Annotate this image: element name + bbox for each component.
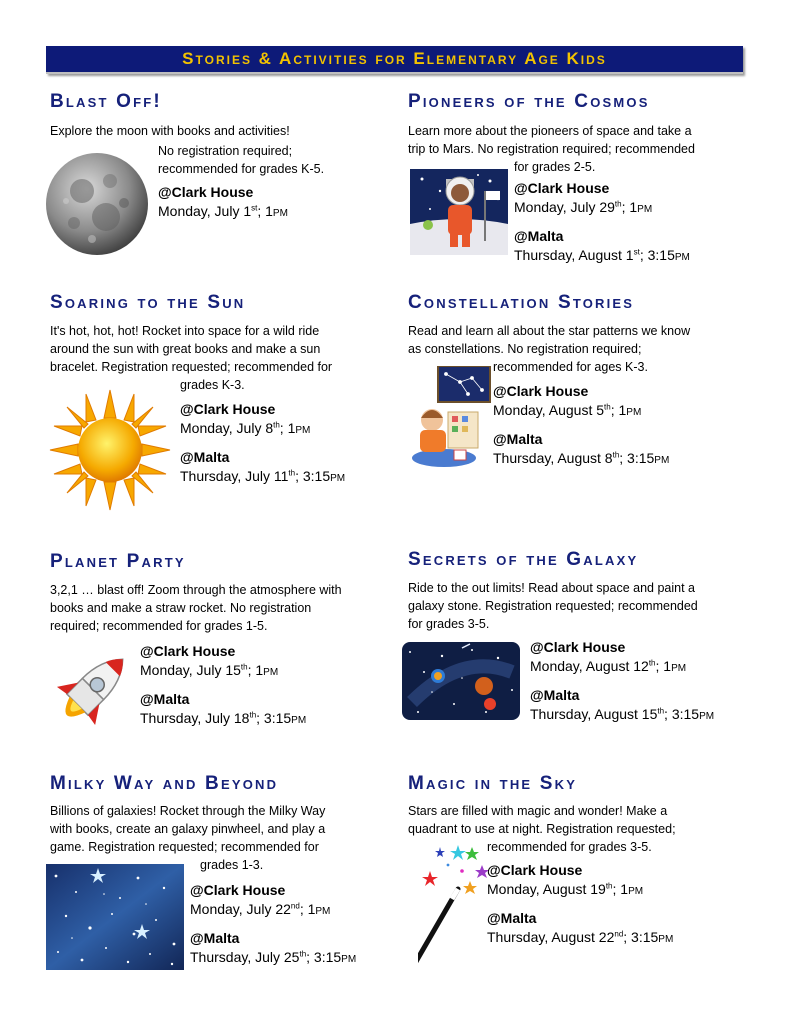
- session-place: @Malta: [514, 228, 564, 244]
- page-banner: [46, 46, 743, 74]
- session-date: Thursday, July 18th; 3:15pm: [140, 710, 307, 726]
- session-date: Monday, August 5th; 1pm: [493, 402, 642, 418]
- event-description: Billions of galaxies! Rocket through the Milky Way with books, create an galaxy pinwheel, and play a game. Registration requested; recommended for grades 1-3.: [50, 804, 326, 872]
- session-place: @Clark House: [158, 184, 254, 200]
- session-date: Monday, July 8th; 1pm: [180, 420, 311, 436]
- session-place: @Clark House: [487, 862, 583, 878]
- event-title: Secrets of the Galaxy: [408, 549, 639, 570]
- sun-icon: [48, 388, 172, 517]
- event-sessions: [487, 861, 673, 947]
- session-date: Monday, July 1st; 1pm: [158, 203, 288, 219]
- event-pioneers-of-the-cosmos: [408, 91, 748, 271]
- session-date: Monday, July 29th; 1pm: [514, 199, 653, 215]
- session-place: @Clark House: [530, 639, 626, 655]
- session-date: Thursday, July 11th; 3:15pm: [180, 468, 346, 484]
- session-date: Thursday, August 15th; 3:15pm: [530, 706, 715, 722]
- session-place: @Malta: [190, 930, 240, 946]
- event-sessions: [530, 638, 714, 724]
- session-date: Thursday, July 25th; 3:15pm: [190, 949, 357, 965]
- event-sessions: [514, 179, 690, 265]
- event-secrets-of-the-galaxy: [408, 549, 748, 729]
- event-magic-in-the-sky: [408, 773, 748, 973]
- session-place: @Clark House: [514, 180, 610, 196]
- event-description: Read and learn all about the star patterns we know as constellations. No registration required; recommended for ages K-3.: [408, 324, 691, 374]
- event-description: It's hot, hot, hot! Rocket into space for a wild ride around the sun with great books and make a sun bracelet. Registration requested; recommended for grades K-3.: [50, 324, 333, 392]
- constellation-kid-icon: [410, 366, 494, 473]
- event-title: Milky Way and Beyond: [50, 773, 279, 794]
- event-description-continued: No registration required; recommended for grades K-5.: [158, 144, 325, 176]
- moon-icon: [44, 151, 150, 262]
- session-date: Thursday, August 1st; 3:15pm: [514, 247, 690, 263]
- event-description: Ride to the out limits! Read about space and paint a galaxy stone. Registration requested; recommended for grades 3-5.: [408, 581, 698, 631]
- session-place: @Clark House: [140, 643, 236, 659]
- event-milky-way-and-beyond: [50, 773, 390, 973]
- event-title: Planet Party: [50, 551, 186, 572]
- event-blast-off: [50, 91, 385, 251]
- banner-title: Stories & Activities for Elementary Age Kids: [182, 49, 607, 68]
- event-description: Explore the moon with books and activities!: [50, 124, 290, 138]
- session-place: @Malta: [530, 687, 580, 703]
- event-title: Pioneers of the Cosmos: [408, 91, 650, 112]
- session-place: @Malta: [140, 691, 190, 707]
- session-date: Monday, August 12th; 1pm: [530, 658, 687, 674]
- session-place: @Malta: [493, 431, 543, 447]
- event-title: Blast Off!: [50, 91, 162, 112]
- event-sessions: [493, 382, 669, 468]
- event-title: Magic in the Sky: [408, 773, 578, 794]
- galaxy-planets-icon: [402, 642, 520, 725]
- event-description: Learn more about the pioneers of space and take a trip to Mars. No registration required; recommended for grades 2-5.: [408, 124, 695, 174]
- session-place: @Malta: [487, 910, 537, 926]
- astronaut-kid-icon: [410, 169, 508, 260]
- event-constellation-stories: [408, 292, 748, 482]
- event-sessions: [180, 400, 345, 486]
- event-soaring-to-the-sun: [50, 292, 390, 512]
- session-date: Thursday, August 22nd; 3:15pm: [487, 929, 674, 945]
- session-place: @Clark House: [180, 401, 276, 417]
- magic-wand-icon: [418, 843, 494, 974]
- starfield-icon: [46, 864, 184, 975]
- session-date: Monday, July 15th; 1pm: [140, 662, 279, 678]
- session-place: @Clark House: [493, 383, 589, 399]
- event-sessions: [140, 642, 306, 728]
- session-place: @Clark House: [190, 882, 286, 898]
- event-description: 3,2,1 … blast off! Zoom through the atmosphere with books and make a straw rocket. No registration required; recommended for grades 1-5.: [50, 583, 342, 633]
- event-description: Stars are filled with magic and wonder! Make a quadrant to use at night. Registration requested; recommended for grades 3-5.: [408, 804, 676, 854]
- session-date: Monday, August 19th; 1pm: [487, 881, 644, 897]
- event-sessions: [158, 183, 288, 221]
- event-planet-party: [50, 551, 390, 741]
- session-place: @Malta: [180, 449, 230, 465]
- event-sessions: [190, 881, 356, 967]
- event-title: Soaring to the Sun: [50, 292, 246, 313]
- session-date: Monday, July 22nd; 1pm: [190, 901, 331, 917]
- rocket-icon: [48, 643, 138, 740]
- event-title: Constellation Stories: [408, 292, 635, 313]
- session-date: Thursday, August 8th; 3:15pm: [493, 450, 670, 466]
